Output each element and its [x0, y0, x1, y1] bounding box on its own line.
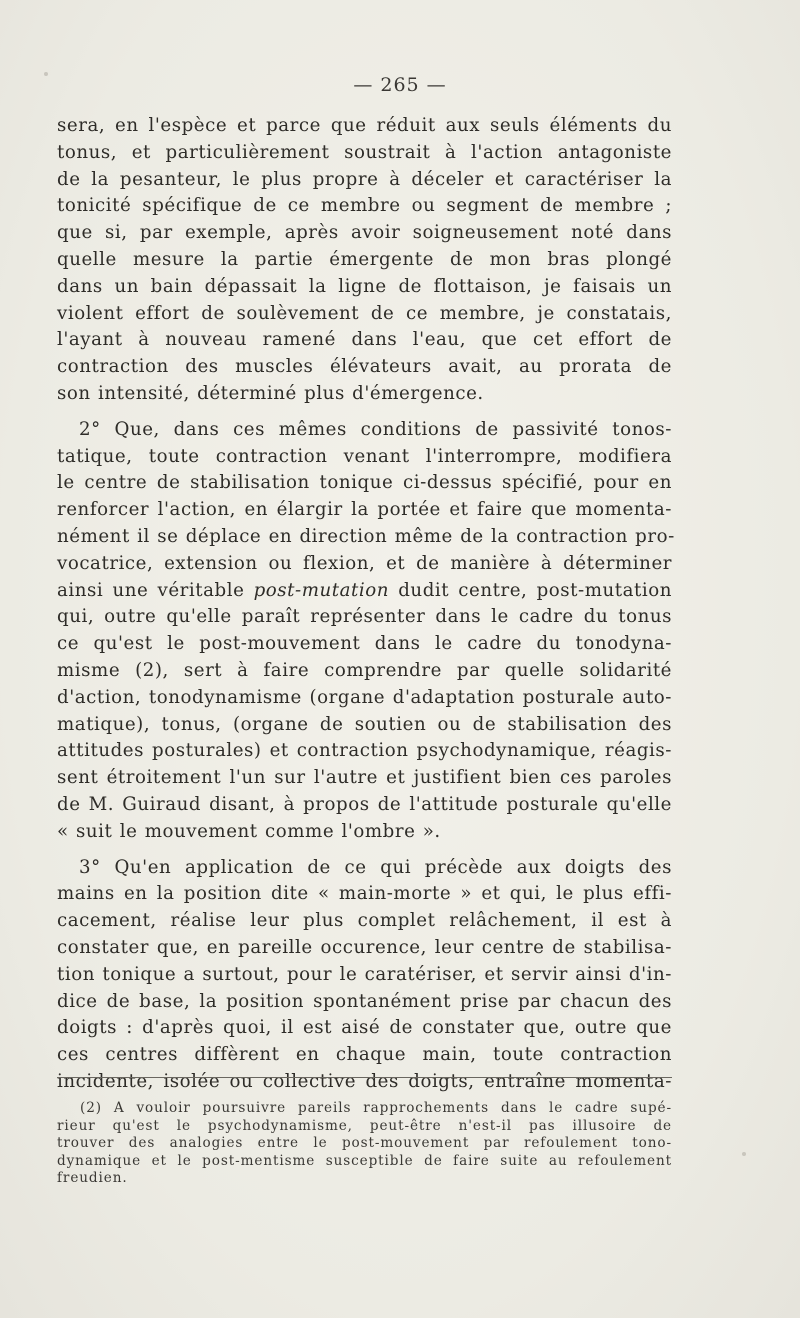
- text-line: nément il se déplace en direction même de la contraction pro-: [57, 525, 675, 547]
- text-line: tonus, et particulièrement soustrait à l'action antagoniste: [57, 141, 672, 163]
- text-line: quelle mesure la partie émergente de mon bras plongé: [57, 248, 672, 270]
- text-line: sera, en l'espèce et parce que réduit aux seuls éléments du: [57, 115, 672, 136]
- footnote-line: rieur qu'est le psychodynamisme, peut-être n'est-il pas illusoire de: [57, 1117, 672, 1134]
- text-line: violent effort de soulèvement de ce membre, je constatais,: [57, 302, 672, 324]
- text-line: d'action, tonodynamisme (organe d'adaptation posturale auto-: [57, 686, 672, 708]
- footnote-line: freudien.: [57, 1170, 128, 1187]
- text-line: matique), tonus, (organe de soutien ou de stabilisation des: [57, 713, 672, 735]
- text-line: dans un bain dépassait la ligne de flottaison, je faisais un: [57, 275, 672, 297]
- paragraph-2: [57, 417, 675, 846]
- text-line: tonicité spécifique de ce membre ou segment de membre ;: [57, 195, 672, 217]
- paragraph-1: [57, 113, 672, 408]
- footnote-line: dynamique et le post-mentisme susceptible de faire suite au refoulement: [57, 1152, 672, 1169]
- text-line: mains en la position dite « main-morte » et qui, le plus effi-: [57, 883, 672, 905]
- text-line: 3° Qu'en application de ce qui précède aux doigts des: [79, 856, 672, 878]
- text-line: misme (2), sert à faire comprendre par quelle solidarité: [57, 659, 672, 681]
- text-line: ces centres diffèrent en chaque main, toute contraction: [57, 1044, 672, 1066]
- text-line: le centre de stabilisation tonique ci-dessus spécifié, pour en: [57, 472, 672, 494]
- text-line: de la pesanteur, le plus propre à déceler et caractériser la: [57, 168, 672, 190]
- paper-speck: [742, 1152, 746, 1156]
- text-line: incidente, isolée ou collective des doigts, entraîne momenta-: [57, 1070, 672, 1092]
- text-line: vocatrice, extension ou flexion, et de manière à déterminer: [57, 552, 672, 574]
- footnote: [57, 1100, 672, 1188]
- footnote-separator: [57, 1077, 672, 1078]
- body-text: [57, 113, 675, 1105]
- text-segment: ainsi une véritable: [57, 579, 254, 601]
- text-line: son intensité, déterminé plus d'émergence.: [57, 382, 484, 404]
- text-line: attitudes posturales) et contraction psychodynamique, réagis-: [57, 740, 672, 762]
- paragraph-3: [57, 855, 672, 1096]
- text-segment: dudit centre, post-mutation: [389, 579, 672, 601]
- footnote-line: trouver des analogies entre le post-mouvement par refoulement tono-: [57, 1135, 672, 1152]
- text-line: dice de base, la position spontanément prise par chacun des: [57, 990, 672, 1012]
- text-line: cacement, réalise leur plus complet relâchement, il est à: [57, 910, 672, 932]
- text-line: renforcer l'action, en élargir la portée et faire que momenta-: [57, 499, 672, 521]
- text-line: contraction des muscles élévateurs avait, au prorata de: [57, 356, 672, 378]
- italic-term: post-mutation: [253, 579, 390, 601]
- text-line: de M. Guiraud disant, à propos de l'attitude posturale qu'elle: [57, 793, 672, 815]
- text-line: tatique, toute contraction venant l'interrompre, modifiera: [57, 445, 672, 467]
- text-line: l'ayant à nouveau ramené dans l'eau, que cet effort de: [57, 329, 672, 351]
- footnote-line: (2) A vouloir poursuivre pareils rapprochements dans le cadre supé-: [80, 1100, 672, 1116]
- text-line-with-italic: [57, 578, 672, 605]
- page-number: — 265 —: [353, 74, 447, 96]
- text-line: « suit le mouvement comme l'ombre ».: [57, 820, 441, 842]
- text-line: que si, par exemple, après avoir soigneusement noté dans: [57, 222, 672, 244]
- text-line: qui, outre qu'elle paraît représenter dans le cadre du tonus: [57, 606, 672, 628]
- text-line: tion tonique a surtout, pour le caratériser, et servir ainsi d'in-: [57, 963, 672, 985]
- text-line: doigts : d'après quoi, il est aisé de constater que, outre que: [57, 1017, 672, 1039]
- text-line: sent étroitement l'un sur l'autre et justifient bien ces paroles: [57, 767, 672, 789]
- text-line: 2° Que, dans ces mêmes conditions de passivité tonos-: [79, 418, 672, 440]
- text-line: constater que, en pareille occurence, leur centre de stabilisa-: [57, 936, 672, 958]
- text-line: ce qu'est le post-mouvement dans le cadre du tonodyna-: [57, 633, 672, 655]
